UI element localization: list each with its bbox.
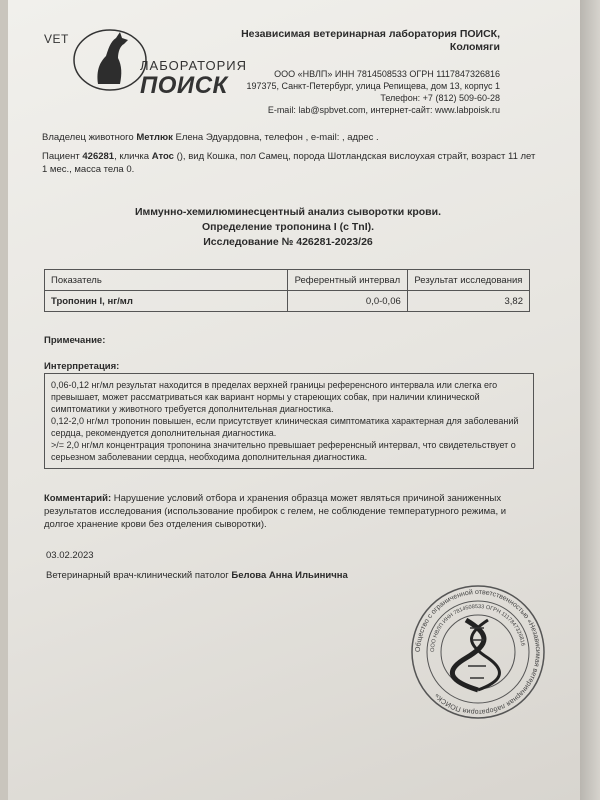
lab-stamp-seal (408, 582, 548, 722)
lab-logo (44, 22, 248, 102)
patient-line: Пациент 426281, кличка Атос (), вид Кошка, пол Самец, порода Шотландская вислоухая страйт, возраст 11 лет 1 мес., масса тела 0. (42, 151, 536, 175)
logo-line2: ПОИСК (140, 72, 228, 99)
org-email: E-mail: lab@spbvet.com, интернет-сайт: www.labpoisk.ru (267, 105, 500, 115)
owner-name: Метлюк (136, 132, 173, 143)
table-header: Референтный интервал (288, 270, 408, 291)
note-label: Примечание: (44, 335, 106, 346)
report-date: 03.02.2023 (46, 550, 94, 561)
table-header: Результат исследования (407, 270, 529, 291)
patient-id: 426281 (82, 151, 115, 162)
org-legal: ООО «НВЛП» ИНН 7814508533 ОГРН 1117847326816 (274, 69, 500, 79)
svg-text:ООО НВЛП ИНН 7814508533 ОГРН 1: ООО НВЛП ИНН 7814508533 ОГРН 1117847326816 (429, 603, 526, 653)
comment-text: Нарушение условий отбора и хранения образца может являться причиной заниженных результатов исследования (использование пробирок с гелем, не соблюдение температурного режима, и долгое хранение крови без отделения сыворотки). (44, 493, 507, 530)
background-edge (580, 0, 600, 800)
table-header-row (45, 270, 530, 291)
interpretation-paragraph: 0,12-2,0 нг/мл тропонин повышен, если присутствует клиническая симптоматика характерная для заболеваний сердца, рекомендуется дополнительная диагностика. (51, 416, 519, 438)
table-cell: 3,82 (407, 291, 529, 312)
table-header: Показатель (45, 270, 288, 291)
logo-vet-text: VET (44, 32, 69, 46)
owner-line: Владелец животного Метлюк Елена Эдуардовна, телефон , e-mail: , адрес . (42, 132, 379, 143)
interpretation-paragraph: >/= 2,0 нг/мл концентрация тропонина значительно превышает референсный интервал, что свидетельствует о серьезном заболевании сердца, необходима дополнительная диагностика. (51, 440, 516, 462)
org-name: Независимая ветеринарная лаборатория ПОИСК, (241, 28, 500, 40)
results-table (44, 269, 530, 312)
table-cell: Тропонин I, нг/мл (45, 291, 288, 312)
org-address: 197375, Санкт-Петербург, улица Репищева, дом 13, корпус 1 (246, 81, 500, 91)
interpretation-paragraph: 0,06-0,12 нг/мл результат находится в пределах верхней границы референсного интервала или слегка его превышает, может рассматриваться как вариант нормы у стареющих собак, при наличии клинической симптоматики у животного требуется дополнительная диагностика. (51, 380, 498, 414)
interpretation-box (44, 373, 534, 469)
patient-nick: Атос (151, 151, 174, 162)
interpretation-label: Интерпретация: (44, 361, 120, 372)
logo-dog-icon (70, 22, 150, 92)
comment-label: Комментарий: (44, 493, 112, 504)
document-page (8, 0, 580, 800)
signature-line: Ветеринарный врач-клинический патолог Белова Анна Ильинична (46, 570, 348, 581)
logo-line1: ЛАБОРАТОРИЯ (140, 58, 248, 73)
svg-text:Общество с ограниченной ответс: Общество с ограниченной ответственностью «Независимая ветеринарная лаборатория ПОИСК» (414, 588, 542, 716)
report-title: Иммунно-хемилюминесцентный анализ сыворотки крови. Определение тропонина I (с TnI). Исследование № 426281-2023/26 (134, 206, 441, 248)
table-row (45, 291, 530, 312)
comment-block (44, 492, 534, 531)
org-name-2: Коломяги (449, 41, 500, 53)
org-header (241, 28, 500, 116)
org-phone: Телефон: +7 (812) 509-60-28 (380, 93, 500, 103)
table-cell: 0,0-0,06 (288, 291, 408, 312)
signer-name: Белова Анна Ильинична (231, 570, 348, 581)
